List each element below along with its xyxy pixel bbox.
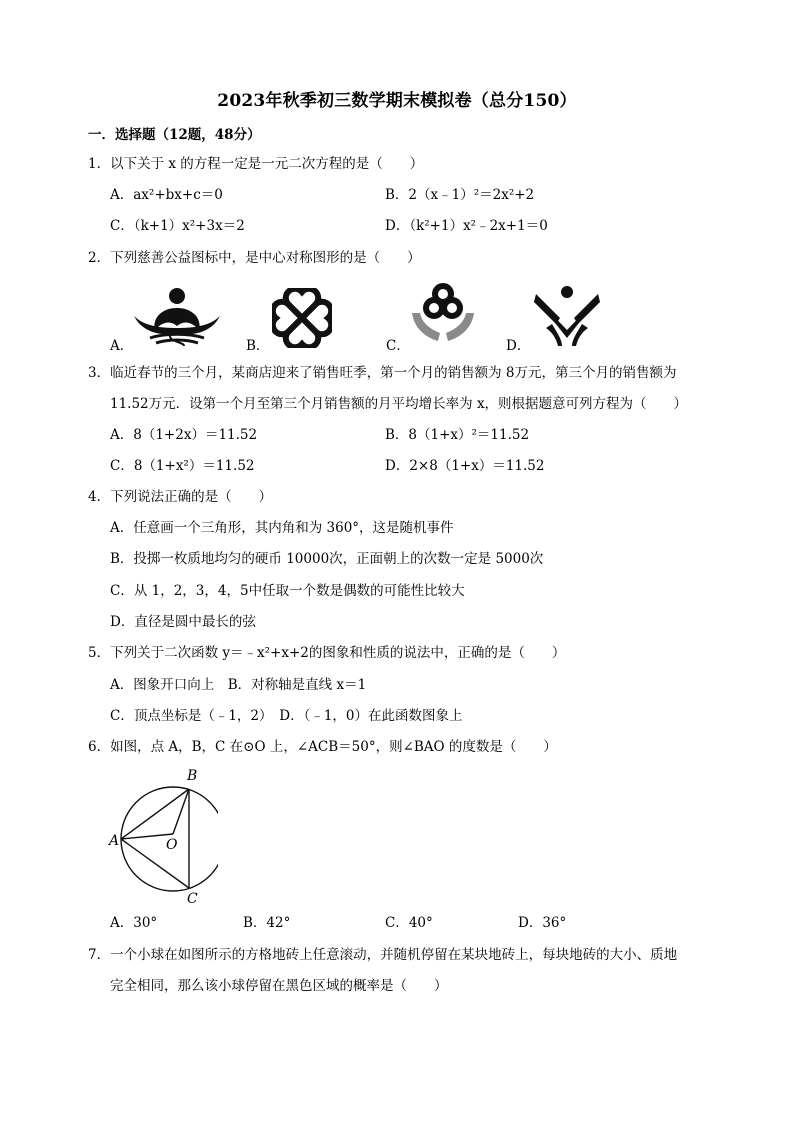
q5-options-a-b[interactable]: A．图象开口向上 B．对称轴是直线 x＝1 [110,677,367,693]
page-title: 2023年秋季初三数学期末模拟卷（总分150） [217,91,577,111]
q2-option-c-label[interactable]: C． [386,338,410,354]
segment-ab [121,789,189,839]
point-a-label: A [109,833,120,849]
q4-option-d[interactable]: D．直径是圆中最长的弦 [110,614,256,630]
point-o-label: O [166,837,178,853]
point-c-label: C [187,891,198,904]
q3-option-c[interactable]: C．8（1+x²）＝11.52 [110,458,255,474]
circle-diagram [108,764,218,904]
section-heading: 一．选择题（12题，48分） [88,127,261,143]
q5-stem: 5．下列关于二次函数 y＝﹣x²+x+2的图象和性质的说法中，正确的是（ ） [88,645,566,661]
q6-option-d[interactable]: D．36° [518,915,567,931]
figure-leaf-logo-icon[interactable] [532,284,602,348]
q5-options-c-d[interactable]: C．顶点坐标是（﹣1，2） D．（﹣1，0）在此函数图象上 [110,708,463,724]
q2-option-b-label[interactable]: B． [246,338,270,354]
q2-option-d-label[interactable]: D． [506,338,531,354]
q1-option-c[interactable]: C．（k+1）x²+3x＝2 [110,218,245,234]
q4-option-b[interactable]: B．投掷一枚质地均匀的硬币 10000次，正面朝上的次数一定是 5000次 [110,551,544,567]
q6-option-a[interactable]: A．30° [110,915,158,931]
q6-stem: 6．如图，点 A，B，C 在⊙O 上，∠ACB＝50°，则∠BAO 的度数是（ ） [88,739,557,755]
q3-stem-line2: 11.52万元．设第一个月至第三个月销售额的月平均增长率为 x，则根据题意可列方程为（ ） [110,396,688,412]
segment-ac [121,839,189,888]
clover-knot-logo-icon[interactable] [272,288,332,348]
q1-stem: 1．以下关于 x 的方程一定是一元二次方程的是（ ） [88,156,424,172]
q6-option-c[interactable]: C．40° [385,915,433,931]
q2-option-a-label[interactable]: A． [110,338,134,354]
q7-stem-line2: 完全相同，那么该小球停留在黑色区域的概率是（ ） [110,978,448,994]
q1-option-b[interactable]: B．2（x﹣1）²＝2x²+2 [385,187,535,203]
lotus-logo-icon[interactable] [130,286,224,348]
q3-option-d[interactable]: D．2×8（1+x）＝11.52 [385,458,545,474]
q3-stem-line1: 3．临近春节的三个月，某商店迎来了销售旺季，第一个月的销售额为 8万元，第三个月的销售额为 [88,365,677,381]
point-b-label: B [187,768,198,784]
q4-option-a[interactable]: A．任意画一个三角形，其内角和为 360°，这是随机事件 [110,520,454,536]
q4-option-c[interactable]: C．从 1，2，3，4，5中任取一个数是偶数的可能性比较大 [110,583,465,599]
q2-stem: 2．下列慈善公益图标中，是中心对称图形的是（ ） [88,250,421,266]
q1-option-a[interactable]: A．ax²+bx+c＝0 [110,187,223,203]
q4-stem: 4．下列说法正确的是（ ） [88,489,273,505]
q7-stem-line1: 7．一个小球在如图所示的方格地砖上任意滚动，并随机停留在某块地砖上，每块地砖的大小、质地 [88,947,678,963]
q1-option-d[interactable]: D．（k²+1）x²﹣2x+1＝0 [385,218,548,234]
hands-heart-logo-icon[interactable] [410,283,476,343]
q3-option-a[interactable]: A．8（1+2x）＝11.52 [110,427,258,443]
q3-option-b[interactable]: B．8（1+x）²＝11.52 [385,427,530,443]
q6-option-b[interactable]: B．42° [243,915,291,931]
